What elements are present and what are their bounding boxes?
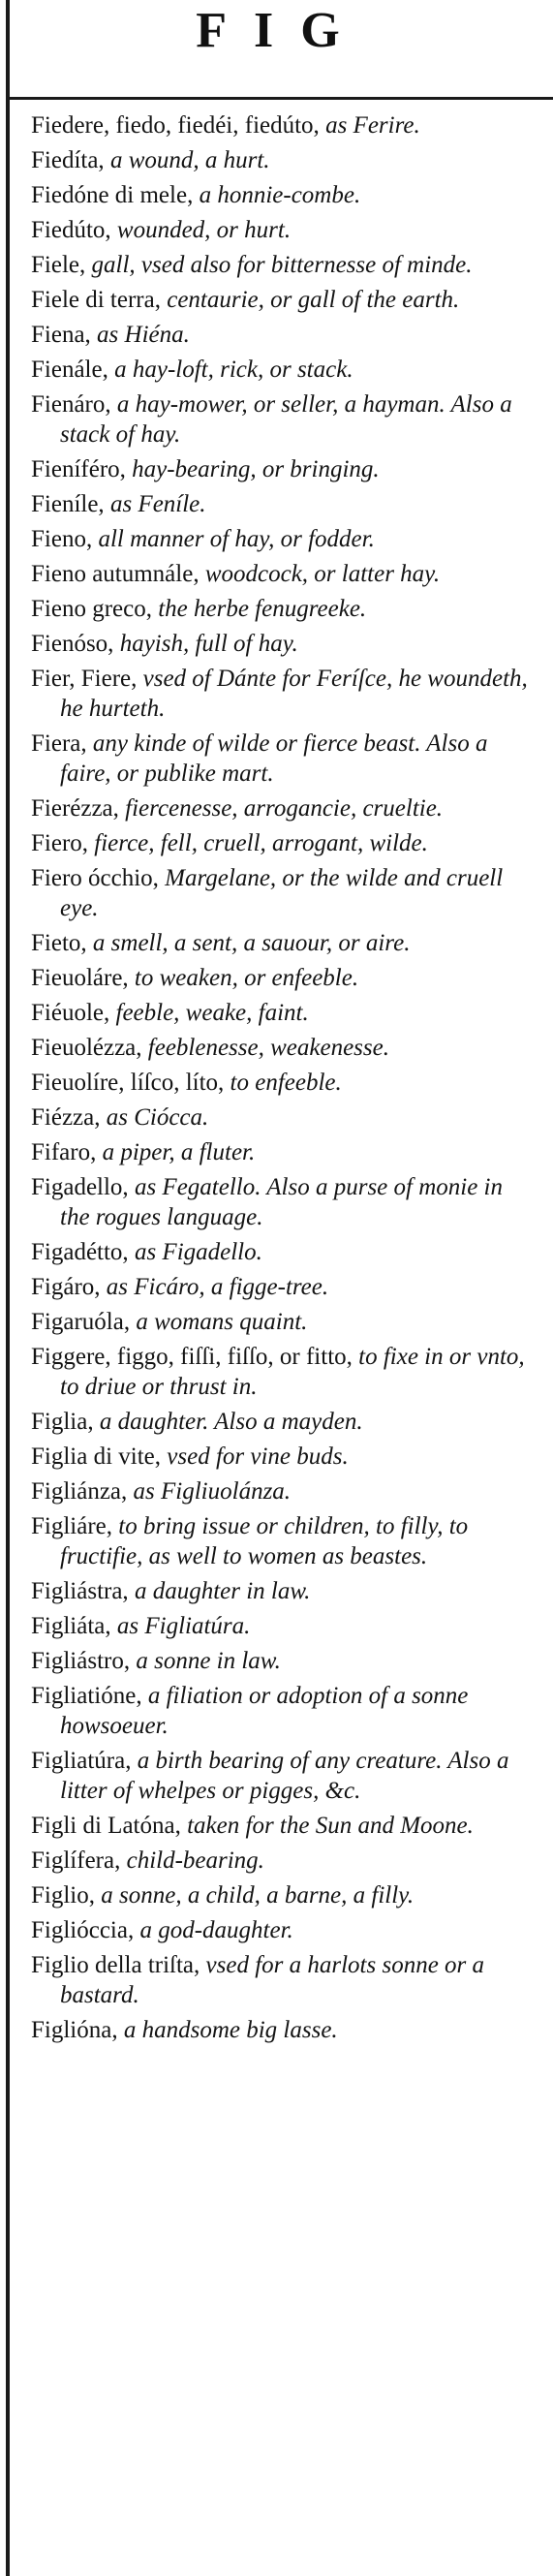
entry-definition: as Fegatello. Also a purse of monie in the rogues language. (60, 1174, 504, 1230)
dictionary-entry (31, 1915, 529, 1945)
dictionary-entry (31, 594, 529, 624)
entry-definition: to bring issue or children, to filly, to fructifie, as well to women as beastes. (60, 1513, 469, 1569)
dictionary-entry (31, 664, 529, 724)
dictionary-entry (31, 1102, 529, 1133)
entry-definition: a piper, a fluter. (96, 1139, 256, 1165)
entry-definition: as Figliatúra. (110, 1613, 251, 1639)
entry-headword: Figliáre, (31, 1513, 113, 1539)
entry-headword: Figlióna, (31, 2017, 118, 2043)
dictionary-entry (31, 1811, 529, 1841)
entry-headword: Figlífera, (31, 1847, 121, 1874)
dictionary-entry (31, 110, 529, 140)
dictionary-entry (31, 1511, 529, 1571)
entry-headword: Fiedere, fiedo, fiedéi, fiedúto, (31, 112, 320, 139)
dictionary-entry (31, 729, 529, 789)
page-header-title: FIG (196, 3, 367, 58)
entry-headword: Fiedíta, (31, 147, 105, 173)
dictionary-entry (31, 1137, 529, 1167)
entry-headword: Fiera, (31, 730, 87, 757)
entry-headword: Fienóso, (31, 631, 114, 657)
dictionary-entry (31, 1681, 529, 1741)
dictionary-entry (31, 559, 529, 589)
entry-definition: feeble, weake, faint. (109, 1000, 309, 1026)
dictionary-entry (31, 1033, 529, 1063)
entry-headword: Figliatúra, (31, 1748, 132, 1774)
entry-definition: woodcock, or latter hay. (199, 561, 441, 587)
entry-definition: wounded, or hurt. (110, 217, 292, 243)
dictionary-entry (31, 454, 529, 484)
entry-headword: Figlia di vite, (31, 1443, 162, 1470)
entry-definition: hayish, full of hay. (113, 631, 298, 657)
entry-headword: Fieuolíre, líſco, líto, (31, 1070, 225, 1096)
entry-headword: Figlio della triſta, (31, 1952, 200, 1978)
entry-headword: Figliáta, (31, 1613, 111, 1639)
entry-definition: Margelane, or the wilde and cruell eye. (60, 865, 504, 921)
entry-headword: Fieto, (31, 930, 87, 956)
entry-headword: Figliánza, (31, 1478, 128, 1505)
entry-definition: all manner of hay, or fodder. (92, 526, 375, 552)
entry-headword: Fieuoláre, (31, 965, 129, 991)
dictionary-entry (31, 1576, 529, 1606)
dictionary-entry (31, 1342, 529, 1402)
dictionary-entry (31, 524, 529, 554)
entry-headword: Figliástro, (31, 1648, 131, 1674)
entry-headword: Fiele, (31, 252, 86, 278)
dictionary-entry (31, 250, 529, 280)
entry-headword: Fifaro, (31, 1139, 97, 1165)
entry-definition: taken for the Sun and Moone. (180, 1813, 474, 1839)
entry-definition: any kinde of wilde or fierce beast. Also a faire, or publike mart. (60, 730, 488, 787)
entry-headword: Fiero ócchio, (31, 865, 159, 891)
entry-headword: Figlióccia, (31, 1917, 135, 1943)
dictionary-entry (31, 1237, 529, 1267)
dictionary-entry (31, 389, 529, 450)
entry-headword: Fieníle, (31, 491, 105, 517)
entry-definition: vsed for vine buds. (161, 1443, 349, 1470)
dictionary-entry (31, 963, 529, 993)
entry-headword: Fieuolézza, (31, 1035, 142, 1061)
entry-definition: as Ciócca. (100, 1104, 209, 1131)
entry-definition: a god-daughter. (134, 1917, 293, 1943)
entry-headword: Fieno greco, (31, 596, 152, 622)
dictionary-entry (31, 1646, 529, 1676)
header-divider (10, 97, 553, 100)
entry-headword: Fiéuole, (31, 1000, 110, 1026)
entry-definition: a hay-mower, or seller, a hayman. Also a stack of hay. (60, 391, 512, 448)
entry-headword: Figli di Latóna, (31, 1813, 181, 1839)
entry-headword: Fiedóne di mele, (31, 182, 194, 208)
entry-definition: as Figliuolánza. (127, 1478, 292, 1505)
entry-definition: a sonne in law. (130, 1648, 281, 1674)
entry-headword: Figaruóla, (31, 1309, 131, 1335)
dictionary-entry (31, 2015, 529, 2045)
dictionary-entry (31, 998, 529, 1028)
dictionary-entry (31, 489, 529, 519)
entry-definition: as Hiéna. (90, 322, 190, 348)
dictionary-entry (31, 355, 529, 385)
entry-definition: a daughter. Also a mayden. (93, 1409, 363, 1435)
dictionary-entry (31, 285, 529, 315)
entry-definition: as Ferire. (319, 112, 420, 139)
entry-definition: to weaken, or enfeeble. (128, 965, 359, 991)
entry-headword: Figadétto, (31, 1239, 129, 1265)
entry-headword: Fiele di terra, (31, 287, 161, 313)
entry-headword: Figlio, (31, 1882, 95, 1909)
entry-definition: as Feníle. (104, 491, 206, 517)
entry-headword: Fierézza, (31, 795, 119, 822)
dictionary-entry (31, 215, 529, 245)
dictionary-entry (31, 1442, 529, 1472)
entry-headword: Fier, Fiere, (31, 666, 138, 692)
dictionary-entry (31, 145, 529, 175)
dictionary-entry (31, 863, 529, 923)
entry-definition: a wound, a hurt. (104, 147, 270, 173)
entry-definition: vsed for a harlots sonne or a bastard. (60, 1952, 485, 2008)
entry-definition: a hay-loft, rick, or stack. (108, 357, 353, 383)
entry-list (31, 110, 529, 2050)
entry-headword: Fiézza, (31, 1104, 101, 1131)
entry-definition: a daughter in law. (128, 1578, 311, 1604)
entry-definition: gall, vsed also for bitternesse of minde. (85, 252, 473, 278)
entry-headword: Fieníféro, (31, 456, 126, 482)
entry-definition: hay-bearing, or bringing. (125, 456, 380, 482)
dictionary-entry (31, 320, 529, 350)
entry-definition: a womans quaint. (130, 1309, 308, 1335)
entry-headword: Figgere, figgo, fiſſi, fiſſo, or fitto, (31, 1344, 353, 1370)
dictionary-entry (31, 1880, 529, 1910)
entry-definition: vsed of Dánte for Feríſce, he woundeth, he hurteth. (60, 666, 528, 722)
entry-headword: Figliástra, (31, 1578, 129, 1604)
entry-headword: Figadello, (31, 1174, 129, 1200)
dictionary-entry (31, 1307, 529, 1337)
entry-definition: as Ficáro, a figge-tree. (100, 1274, 329, 1300)
entry-definition: a filiation or adoption of a sonne howsoeuer. (60, 1683, 469, 1739)
entry-definition: a smell, a sent, a sauour, or aire. (86, 930, 411, 956)
dictionary-entry (31, 1746, 529, 1806)
entry-headword: Figliatióne, (31, 1683, 142, 1709)
entry-headword: Fieno, (31, 526, 93, 552)
dictionary-entry (31, 1172, 529, 1232)
entry-headword: Fienáro, (31, 391, 111, 418)
entry-definition: a honnie-combe. (193, 182, 361, 208)
dictionary-entry (31, 1272, 529, 1302)
dictionary-entry (31, 1068, 529, 1098)
entry-definition: a birth bearing of any creature. Also a litter of whelpes or pigges, &c. (60, 1748, 509, 1804)
dictionary-entry (31, 1611, 529, 1641)
dictionary-entry (31, 1846, 529, 1876)
entry-definition: fiercenesse, arrogancie, crueltie. (118, 795, 444, 822)
dictionary-entry (31, 928, 529, 958)
entry-headword: Fiedúto, (31, 217, 111, 243)
entry-headword: Figáro, (31, 1274, 101, 1300)
entry-headword: Fieno autumnále, (31, 561, 200, 587)
entry-headword: Figlia, (31, 1409, 94, 1435)
dictionary-entry (31, 828, 529, 858)
entry-headword: Fienále, (31, 357, 108, 383)
entry-definition: a sonne, a child, a barne, a filly. (95, 1882, 415, 1909)
dictionary-entry (31, 1476, 529, 1506)
entry-definition: to enfeeble. (224, 1070, 342, 1096)
entry-definition: fierce, fell, cruell, arrogant, wilde. (88, 830, 428, 856)
entry-headword: Fiero, (31, 830, 89, 856)
entry-definition: child-bearing. (120, 1847, 264, 1874)
dictionary-entry (31, 1950, 529, 2010)
entry-definition: as Figadello. (128, 1239, 262, 1265)
entry-headword: Fiena, (31, 322, 91, 348)
dictionary-entry (31, 793, 529, 823)
entry-definition: the herbe fenugreeke. (151, 596, 367, 622)
dictionary-entry (31, 180, 529, 210)
entry-definition: a handsome big lasse. (117, 2017, 338, 2043)
dictionary-entry (31, 629, 529, 659)
dictionary-entry (31, 1407, 529, 1437)
entry-definition: centaurie, or gall of the earth. (160, 287, 460, 313)
page-left-border (6, 0, 10, 2576)
entry-definition: to fixe in or vnto, to driue or thrust in. (60, 1344, 525, 1400)
entry-definition: feeblenesse, weakenesse. (141, 1035, 389, 1061)
